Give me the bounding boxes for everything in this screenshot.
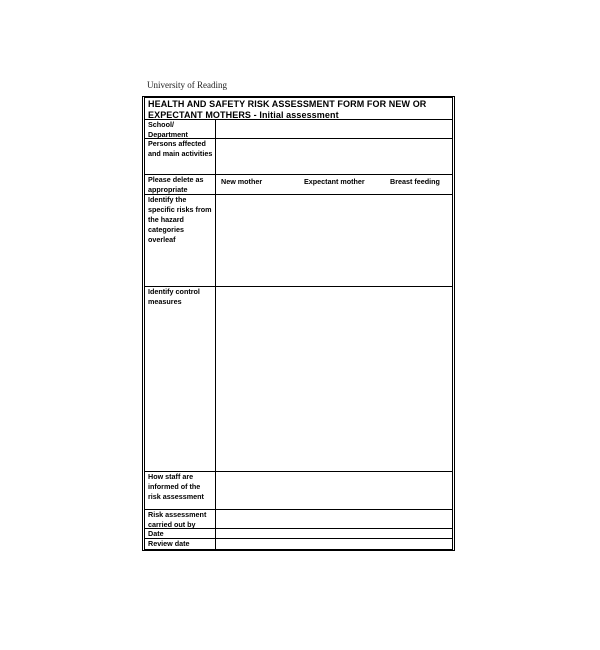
- risk-assessment-form: [142, 96, 455, 551]
- row-school-department: [145, 120, 452, 139]
- option-breast-feeding[interactable]: Breast feeding: [390, 177, 440, 186]
- field-date[interactable]: [216, 529, 452, 538]
- label-delete-as-appropriate: Please delete as appropriate: [145, 175, 216, 194]
- label-control-measures: Identify control measures: [145, 287, 216, 471]
- option-new-mother[interactable]: New mother: [221, 177, 263, 186]
- field-review-date[interactable]: [216, 539, 452, 549]
- label-staff-informed: How staff are informed of the risk assessment: [145, 472, 216, 509]
- row-delete-as-appropriate: [145, 175, 452, 195]
- field-persons-affected[interactable]: [216, 139, 452, 174]
- organization-header: University of Reading: [147, 80, 227, 90]
- row-date: [145, 529, 452, 539]
- label-school-department: School/ Department: [145, 120, 216, 138]
- option-expectant-mother[interactable]: Expectant mother: [304, 177, 365, 186]
- label-carried-out-by: Risk assessment carried out by: [145, 510, 216, 528]
- row-control-measures: [145, 287, 452, 472]
- row-persons-affected: [145, 139, 452, 175]
- form-title-main: EXPECTANT MOTHERS: [148, 109, 252, 120]
- field-staff-informed[interactable]: [216, 472, 452, 509]
- field-specific-risks[interactable]: [216, 195, 452, 286]
- form-title: [145, 98, 452, 120]
- field-school-department[interactable]: [216, 120, 452, 138]
- row-staff-informed: [145, 472, 452, 510]
- label-date: Date: [145, 529, 216, 538]
- label-specific-risks: Identify the specific risks from the hazard categories overleaf: [145, 195, 216, 286]
- form-title-line2: [148, 110, 449, 121]
- row-specific-risks: [145, 195, 452, 287]
- label-review-date: Review date: [145, 539, 216, 549]
- field-carried-out-by[interactable]: [216, 510, 452, 528]
- row-carried-out-by: [145, 510, 452, 529]
- form-title-line1: HEALTH AND SAFETY RISK ASSESSMENT FORM FOR NEW OR: [148, 99, 427, 109]
- form-title-sub: - Initial assessment: [251, 109, 339, 120]
- options-mother-status: [216, 175, 452, 194]
- field-control-measures[interactable]: [216, 287, 452, 471]
- row-review-date: [145, 539, 452, 549]
- label-persons-affected: Persons affected and main activities: [145, 139, 216, 174]
